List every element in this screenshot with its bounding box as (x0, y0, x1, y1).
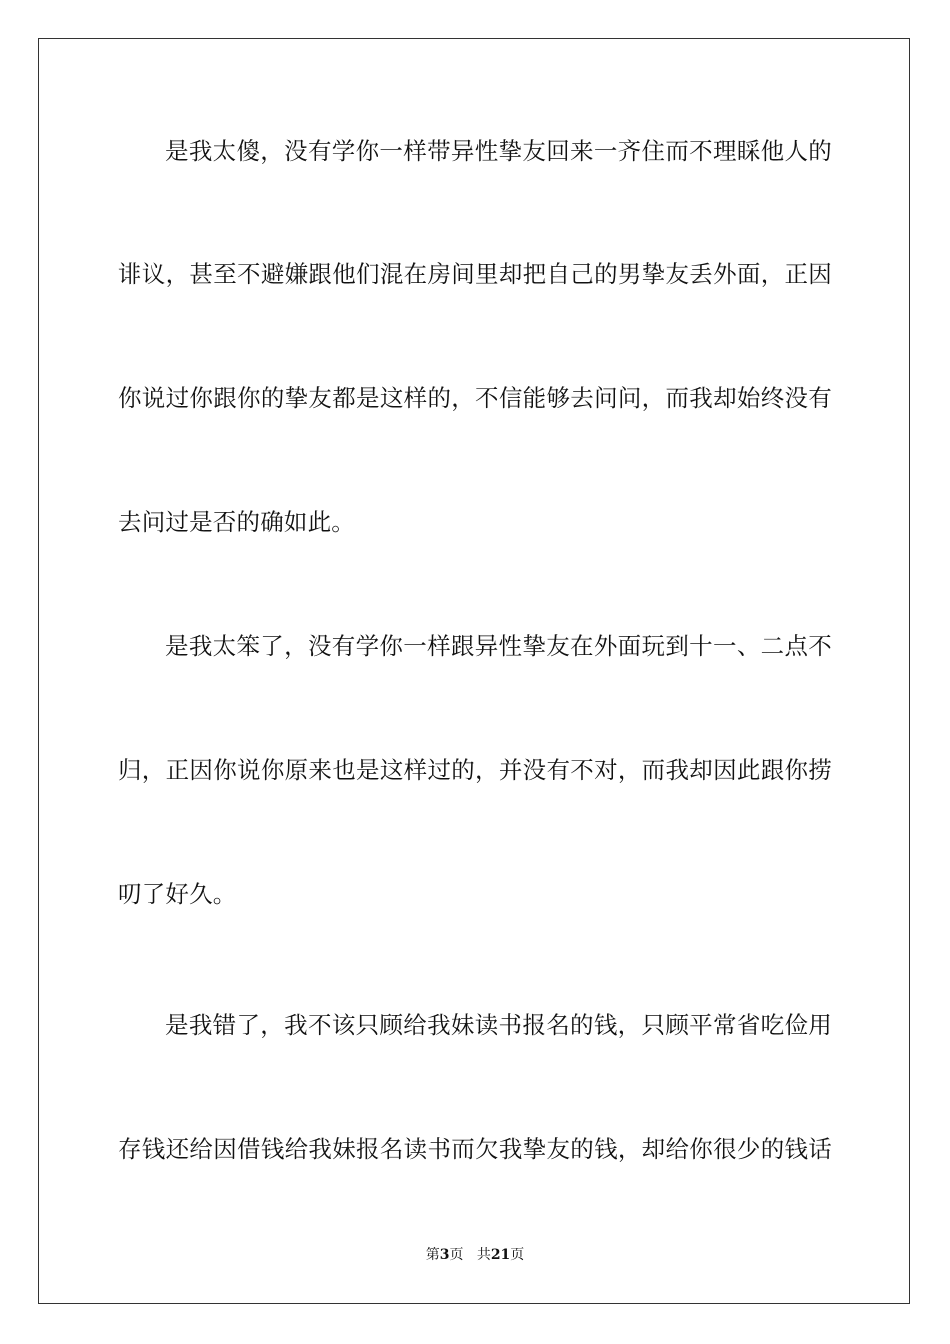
paragraph-1-line-2: 诽议，甚至不避嫌跟他们混在房间里却把自己的男挚友丢外面，正因 (118, 260, 832, 288)
page-footer (0, 1245, 950, 1265)
page-number: 3 (439, 1247, 450, 1263)
paragraph-2-line-3: 叨了好久。 (118, 880, 237, 908)
paragraph-2-line-1: 是我太笨了，没有学你一样跟异性挚友在外面玩到十一、二点不 (165, 632, 832, 660)
paragraph-3-line-2: 存钱还给因借钱给我妹报名读书而欠我挚友的钱，却给你很少的钱话 (118, 1135, 832, 1163)
paragraph-2-line-2: 归，正因你说你原来也是这样过的，并没有不对，而我却因此跟你捞 (118, 756, 832, 784)
paragraph-1-line-4: 去问过是否的确如此。 (118, 508, 355, 536)
paragraph-1-line-1: 是我太傻，没有学你一样带异性挚友回来一齐住而不理睬他人的 (165, 137, 832, 165)
page-suffix: 页 (449, 1247, 464, 1263)
page-border (38, 38, 910, 1304)
total-pages: 21 (490, 1247, 511, 1263)
page-prefix: 第 (425, 1247, 440, 1263)
paragraph-1-line-3: 你说过你跟你的挚友都是这样的，不信能够去问问，而我却始终没有 (118, 384, 832, 412)
paragraph-3-line-1: 是我错了，我不该只顾给我妹读书报名的钱，只顾平常省吃俭用 (165, 1011, 832, 1039)
total-suffix: 页 (510, 1247, 525, 1263)
total-prefix: 共 (476, 1247, 491, 1263)
